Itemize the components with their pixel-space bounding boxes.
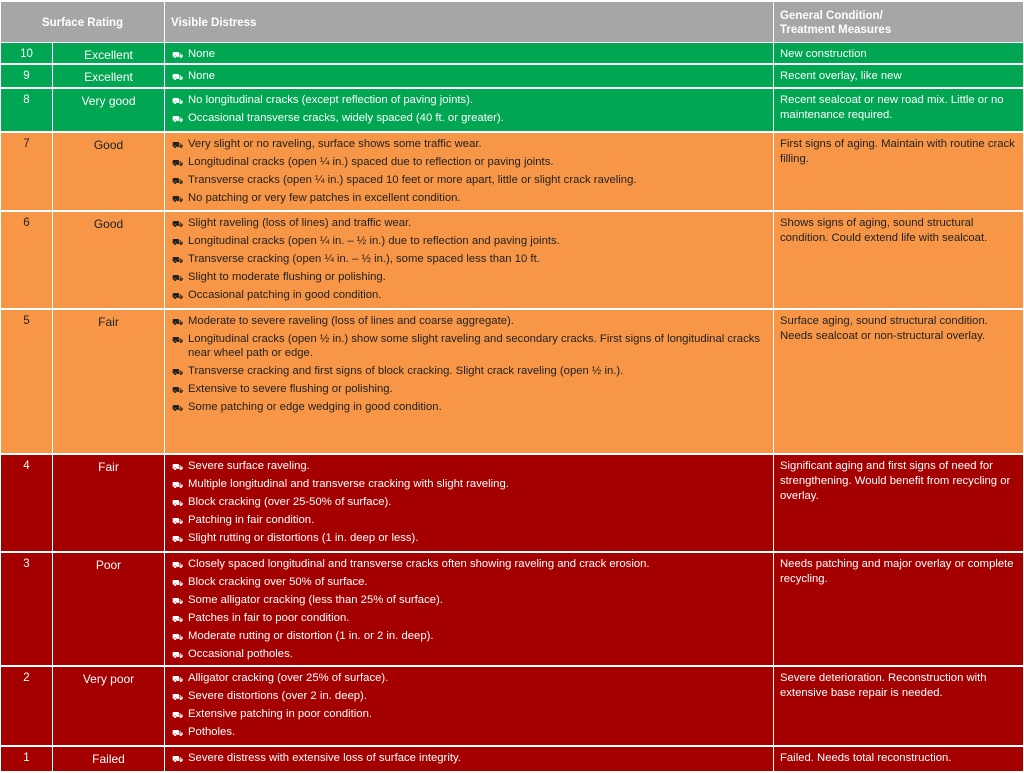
rating-label: Very good bbox=[53, 89, 164, 131]
distress-text: Transverse cracking (open ¼ in. – ½ in.), some spaced less than 10 ft. bbox=[188, 253, 540, 265]
car-icon: ⛟ bbox=[172, 96, 184, 106]
distress-item bbox=[172, 400, 773, 414]
distress-list bbox=[165, 43, 773, 61]
distress-list bbox=[165, 89, 773, 125]
car-icon: ⛟ bbox=[172, 255, 184, 265]
rating-number: 8 bbox=[1, 89, 52, 131]
distress-text: Longitudinal cracks (open ½ in.) show some slight raveling and secondary cracks. First signs of longitudinal cracks near wheel path or edge. bbox=[188, 333, 761, 359]
distress-text: Severe distortions (over 2 in. deep). bbox=[188, 690, 367, 702]
distress-text: Moderate to severe raveling (loss of lines and coarse aggregate). bbox=[188, 315, 514, 327]
distress-cell bbox=[165, 212, 773, 308]
car-icon: ⛟ bbox=[172, 534, 184, 544]
car-icon: ⛟ bbox=[172, 728, 184, 738]
distress-text: Severe surface raveling. bbox=[188, 460, 310, 472]
treatment-cell: Recent sealcoat or new road mix. Little or no maintenance required. bbox=[774, 89, 1023, 131]
car-icon: ⛟ bbox=[172, 692, 184, 702]
distress-text: No patching or very few patches in excellent condition. bbox=[188, 192, 461, 204]
rating-label: Failed bbox=[53, 747, 164, 771]
rating-number: 4 bbox=[1, 455, 52, 551]
distress-item bbox=[172, 173, 773, 187]
treatment-cell: New construction bbox=[774, 43, 1023, 63]
distress-item bbox=[172, 495, 773, 509]
table-row bbox=[0, 553, 1024, 665]
distress-cell bbox=[165, 43, 773, 63]
distress-text: Moderate rutting or distortion (1 in. or 2 in. deep). bbox=[188, 630, 434, 642]
distress-text: Multiple longitudinal and transverse cracking with slight raveling. bbox=[188, 478, 509, 490]
table-row bbox=[0, 43, 1024, 63]
rating-label: Poor bbox=[53, 553, 164, 665]
car-icon: ⛟ bbox=[172, 385, 184, 395]
car-icon: ⛟ bbox=[172, 114, 184, 124]
car-icon: ⛟ bbox=[172, 462, 184, 472]
car-icon: ⛟ bbox=[172, 596, 184, 606]
distress-item bbox=[172, 111, 773, 125]
distress-item bbox=[172, 611, 773, 625]
distress-text: Transverse cracking and first signs of block cracking. Slight crack raveling (open ½ in.). bbox=[188, 365, 624, 377]
distress-item bbox=[172, 557, 773, 571]
distress-text: Slight rutting or distortions (1 in. deep or less). bbox=[188, 532, 419, 544]
treatment-cell: First signs of aging. Maintain with routine crack filling. bbox=[774, 133, 1023, 210]
distress-text: Closely spaced longitudinal and transverse cracks often showing raveling and crack erosion. bbox=[188, 558, 650, 570]
car-icon: ⛟ bbox=[172, 516, 184, 526]
treatment-cell: Surface aging, sound structural condition. Needs sealcoat or non-structural overlay. bbox=[774, 310, 1023, 453]
distress-text: None bbox=[188, 70, 216, 82]
car-icon: ⛟ bbox=[172, 158, 184, 168]
distress-text: None bbox=[188, 48, 216, 60]
header-visible-distress: Visible Distress bbox=[165, 2, 773, 42]
distress-text: No longitudinal cracks (except reflection of paving joints). bbox=[188, 94, 474, 106]
distress-item bbox=[172, 288, 773, 302]
table-header bbox=[0, 2, 1024, 42]
distress-list bbox=[165, 747, 773, 765]
distress-item bbox=[172, 47, 773, 61]
distress-item bbox=[172, 513, 773, 527]
treatment-cell: Shows signs of aging, sound structural condition. Could extend life with sealcoat. bbox=[774, 212, 1023, 308]
car-icon: ⛟ bbox=[172, 498, 184, 508]
distress-text: Transverse cracks (open ¼ in.) spaced 10 feet or more apart, little or slight crack raveling. bbox=[188, 174, 637, 186]
distress-text: Occasional potholes. bbox=[188, 648, 293, 660]
distress-item bbox=[172, 671, 773, 685]
distress-text: Occasional transverse cracks, widely spaced (40 ft. or greater). bbox=[188, 112, 504, 124]
distress-text: Block cracking over 50% of surface. bbox=[188, 576, 368, 588]
distress-item bbox=[172, 191, 773, 205]
car-icon: ⛟ bbox=[172, 614, 184, 624]
distress-item bbox=[172, 575, 773, 589]
distress-cell bbox=[165, 455, 773, 551]
car-icon: ⛟ bbox=[172, 237, 184, 247]
car-icon: ⛟ bbox=[172, 403, 184, 413]
distress-item bbox=[172, 689, 773, 703]
rating-label: Good bbox=[53, 212, 164, 308]
distress-text: Extensive patching in poor condition. bbox=[188, 708, 373, 720]
rating-label: Excellent bbox=[53, 65, 164, 87]
header-surface-rating: Surface Rating bbox=[1, 2, 164, 42]
distress-item bbox=[172, 234, 773, 248]
car-icon: ⛟ bbox=[172, 754, 184, 764]
distress-list bbox=[165, 65, 773, 83]
rating-label: Excellent bbox=[53, 43, 164, 63]
distress-item bbox=[172, 707, 773, 721]
distress-item bbox=[172, 725, 773, 739]
distress-cell bbox=[165, 133, 773, 210]
car-icon: ⛟ bbox=[172, 578, 184, 588]
distress-item bbox=[172, 252, 773, 266]
treatment-cell: Failed. Needs total reconstruction. bbox=[774, 747, 1023, 771]
rating-number: 9 bbox=[1, 65, 52, 87]
treatment-cell: Significant aging and first signs of need for strengthening. Would benefit from recycling or overlay. bbox=[774, 455, 1023, 551]
car-icon: ⛟ bbox=[172, 650, 184, 660]
header-condition-text: General Condition/ Treatment Measures bbox=[780, 10, 892, 36]
treatment-cell: Recent overlay, like new bbox=[774, 65, 1023, 87]
rating-number: 7 bbox=[1, 133, 52, 210]
distress-cell bbox=[165, 89, 773, 131]
distress-list bbox=[165, 212, 773, 302]
table-row bbox=[0, 747, 1024, 771]
rating-number: 2 bbox=[1, 667, 52, 745]
distress-item bbox=[172, 382, 773, 396]
rating-number: 6 bbox=[1, 212, 52, 308]
distress-text: Slight to moderate flushing or polishing. bbox=[188, 271, 386, 283]
table-row bbox=[0, 89, 1024, 131]
car-icon: ⛟ bbox=[172, 194, 184, 204]
distress-list bbox=[165, 133, 773, 205]
car-icon: ⛟ bbox=[172, 632, 184, 642]
treatment-cell: Needs patching and major overlay or complete recycling. bbox=[774, 553, 1023, 665]
rating-label: Fair bbox=[53, 310, 164, 453]
distress-item bbox=[172, 69, 773, 83]
distress-item bbox=[172, 751, 773, 765]
distress-list bbox=[165, 310, 773, 414]
table-row bbox=[0, 65, 1024, 87]
distress-text: Occasional patching in good condition. bbox=[188, 289, 382, 301]
car-icon: ⛟ bbox=[172, 480, 184, 490]
distress-item bbox=[172, 93, 773, 107]
distress-item bbox=[172, 314, 773, 328]
distress-text: Slight raveling (loss of lines) and traffic wear. bbox=[188, 217, 412, 229]
header-general-condition bbox=[774, 2, 1023, 42]
car-icon: ⛟ bbox=[172, 335, 184, 345]
distress-item bbox=[172, 332, 773, 360]
distress-text: Potholes. bbox=[188, 726, 236, 738]
distress-text: Very slight or no raveling, surface shows some traffic wear. bbox=[188, 138, 482, 150]
distress-text: Some alligator cracking (less than 25% of surface). bbox=[188, 594, 443, 606]
table-row bbox=[0, 212, 1024, 308]
distress-cell bbox=[165, 310, 773, 453]
distress-cell bbox=[165, 553, 773, 665]
distress-item bbox=[172, 593, 773, 607]
rating-label: Fair bbox=[53, 455, 164, 551]
rating-label: Good bbox=[53, 133, 164, 210]
car-icon: ⛟ bbox=[172, 317, 184, 327]
distress-text: Patching in fair condition. bbox=[188, 514, 315, 526]
rating-number: 1 bbox=[1, 747, 52, 771]
distress-cell bbox=[165, 65, 773, 87]
car-icon: ⛟ bbox=[172, 291, 184, 301]
rating-number: 3 bbox=[1, 553, 52, 665]
distress-item bbox=[172, 647, 773, 661]
table-row bbox=[0, 310, 1024, 453]
distress-text: Patches in fair to poor condition. bbox=[188, 612, 350, 624]
car-icon: ⛟ bbox=[172, 140, 184, 150]
distress-text: Severe distress with extensive loss of surface integrity. bbox=[188, 752, 461, 764]
distress-list bbox=[165, 455, 773, 545]
car-icon: ⛟ bbox=[172, 176, 184, 186]
distress-item bbox=[172, 629, 773, 643]
distress-text: Alligator cracking (over 25% of surface). bbox=[188, 672, 389, 684]
rating-number: 5 bbox=[1, 310, 52, 453]
car-icon: ⛟ bbox=[172, 367, 184, 377]
car-icon: ⛟ bbox=[172, 50, 184, 60]
rating-number: 10 bbox=[1, 43, 52, 63]
car-icon: ⛟ bbox=[172, 219, 184, 229]
distress-item bbox=[172, 364, 773, 378]
distress-text: Block cracking (over 25-50% of surface). bbox=[188, 496, 392, 508]
distress-item bbox=[172, 270, 773, 284]
distress-text: Longitudinal cracks (open ¼ in. – ½ in.) due to reflection and paving joints. bbox=[188, 235, 560, 247]
car-icon: ⛟ bbox=[172, 72, 184, 82]
distress-item bbox=[172, 531, 773, 545]
distress-item bbox=[172, 155, 773, 169]
distress-text: Longitudinal cracks (open ¼ in.) spaced due to reflection or paving joints. bbox=[188, 156, 554, 168]
distress-item bbox=[172, 459, 773, 473]
car-icon: ⛟ bbox=[172, 674, 184, 684]
table-row bbox=[0, 667, 1024, 745]
rating-label: Very poor bbox=[53, 667, 164, 745]
treatment-cell: Severe deterioration. Reconstruction with extensive base repair is needed. bbox=[774, 667, 1023, 745]
table-row bbox=[0, 133, 1024, 210]
distress-item bbox=[172, 477, 773, 491]
distress-cell bbox=[165, 667, 773, 745]
car-icon: ⛟ bbox=[172, 710, 184, 720]
distress-text: Some patching or edge wedging in good condition. bbox=[188, 401, 442, 413]
distress-list bbox=[165, 553, 773, 661]
table-row bbox=[0, 455, 1024, 551]
distress-list bbox=[165, 667, 773, 739]
distress-text: Extensive to severe flushing or polishing. bbox=[188, 383, 393, 395]
car-icon: ⛟ bbox=[172, 560, 184, 570]
distress-item bbox=[172, 216, 773, 230]
distress-item bbox=[172, 137, 773, 151]
car-icon: ⛟ bbox=[172, 273, 184, 283]
distress-cell bbox=[165, 747, 773, 771]
